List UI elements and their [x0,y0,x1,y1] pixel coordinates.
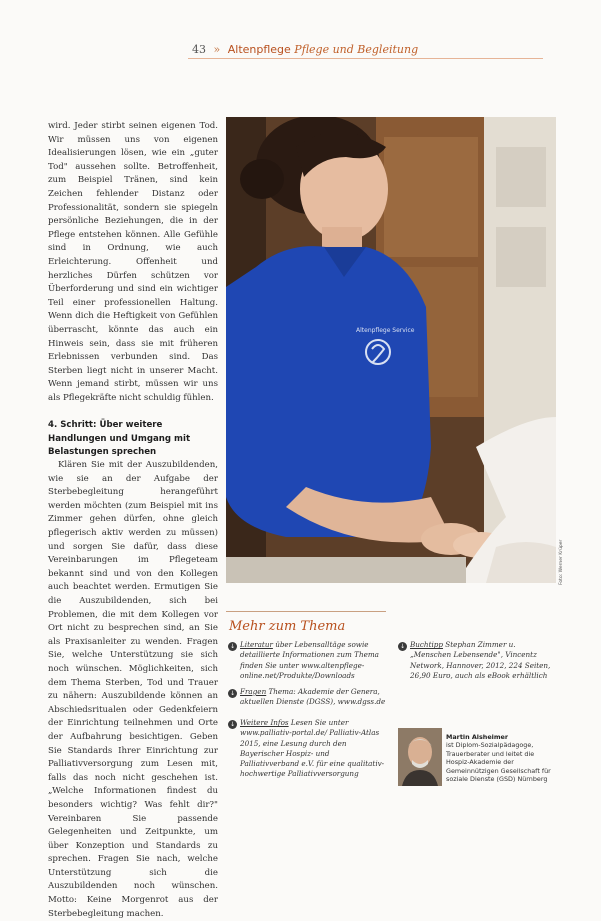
more-item-text: Lesen Sie unter www.palliativ-portal.de/ Palliativ-Atlas 2015, eine Lesung durch den Bayerischer Hospiz- und Palliativverband e.V. für eine qualitativ-hochwertige Palliativversorgung [240,718,385,779]
more-item-label[interactable]: Buchtipp [410,640,443,649]
more-item-text: Stephan Zimmer u. „Menschen Lebensende", Vincentz Network, Hannover, 2012, 224 Seiten, 26,90 Euro, auch als eBook erhältlich [410,640,551,680]
article-body [48,120,218,921]
more-item-text: über Lebensalltäge sowie detaillierte Informationen zum Thema finden Sie unter www.altenpflege-online.net/Produkte/Downloads [240,640,379,680]
running-header [192,43,492,56]
more-item-text: Thema: Akademie der Genera, aktuellen Dienste (DGSS), www.dgss.de [240,687,386,707]
author-bio [446,733,558,783]
more-item-further-info [240,718,390,780]
photo-credit: Foto: Werner Krüper [559,539,564,585]
photo-illustration [226,117,556,583]
more-item-questions [240,687,390,708]
more-item-label[interactable]: Fragen [240,687,267,696]
author-name: Martin Alsheimer [446,733,509,741]
more-box-title: Mehr zum Thema [229,619,346,634]
section-subtitle: Pflege und Begleitung [294,43,419,56]
section-name: Altenpflege [227,43,291,56]
more-item-label[interactable]: Literatur [240,640,273,649]
header-rule [188,58,543,59]
more-box-rule [226,611,386,612]
page-number: 43 [192,43,206,56]
author-bio-text: ist Diplom-Sozialpädagoge, Trauerberater und leitet die Hospiz-Akademie der Gemeinnützigen Gesellschaft für soziale Dienste (GSD) Nürnberg [446,741,551,784]
more-item-literature [240,640,390,681]
author-avatar [398,728,442,786]
article-photo [226,117,556,583]
more-item-book-tip [410,640,558,681]
header-separator: » [213,43,221,56]
body-paragraph: Klären Sie mit der Auszubildenden, wie sie an der Aufgabe der Sterbebegleitung herangeführt werden möchten (zum Beispiel mit ins Zimmer gehen dürfen, ohne gleich pflegerisch aktiv werden zu müssen) und sorgen Sie dafür, dass diese Vereinbarungen im Pflegeteam bekannt sind und von den Kollegen auch beachtet werden. Ermutigen Sie die Auszubildenden, sich bei Problemen, die mit dem Kollegen vor Ort nicht zu besprechen sind, an Sie als Praxisanleiter zu wenden. Fragen Sie, welche Unterstützung sie sich noch wünschen. Möglichkeiten, sich dem Thema Sterben, Tod und Trauer zu nähern: Auszubildende können an Abschiedsritualen oder Gedenkfeiern der Einrichtung teilnehmen und Orte der Aufbahrung besichtigen. Geben Sie Standards Ihrer Einrichtung zur Palliativversorgung zum Lesen mit, falls das noch nicht geschehen ist. „Welche Informationen findest du besonders wichtig? Was fehlt dir?" Vereinbaren Sie passende Gelegenheiten und Zeitpunkte, um über Konzeption und Standards zu sprechen. Fragen Sie nach, welche Unterstützung sich die Auszubildenden noch wünschen. Motto: Keine Morgenrot aus der Sterbebegleitung machen. [48,460,218,919]
section-heading: 4. Schritt: Über weitere Handlungen und Umgang mit Belastungen sprechen [48,420,191,457]
more-item-label[interactable]: Weitere Infos [240,718,289,727]
author-portrait [398,728,442,786]
down-arrow-icon: ↓ [229,721,236,728]
down-arrow-icon: ↓ [229,690,236,697]
shirt-logo-text: Altenpflege Service [356,327,415,334]
body-paragraph: wird. Jeder stirbt seinen eigenen Tod. Wir müssen uns von eigenen Idealisierungen lösen, wie ein „guter Tod" aussehen sollte. Betroffenheit, zum Beispiel Tränen, sind kein Zeichen fehlender Distanz oder Professionalität, sondern sie spiegeln persönliche Beziehungen, die in der Pflege entstehen können. Alle Gefühle sind in Ordnung, wie auch Erleichterung. Offenheit und herzliches Dürfen schützen vor Überforderung und sind ein wichtiger Teil einer professionellen Haltung. Wenn dich die Heftigkeit von Gefühlen überrascht, könnte das auch ein Hinweis sein, dass sie mit früheren Erlebnissen verbunden sind. Das Sterben liegt nicht in unserer Macht. Wenn jemand stirbt, müssen wir uns als Pflegekräfte nicht schuldig fühlen. [48,121,218,403]
down-arrow-icon: ↓ [229,643,236,650]
down-arrow-icon: ↓ [399,643,406,650]
